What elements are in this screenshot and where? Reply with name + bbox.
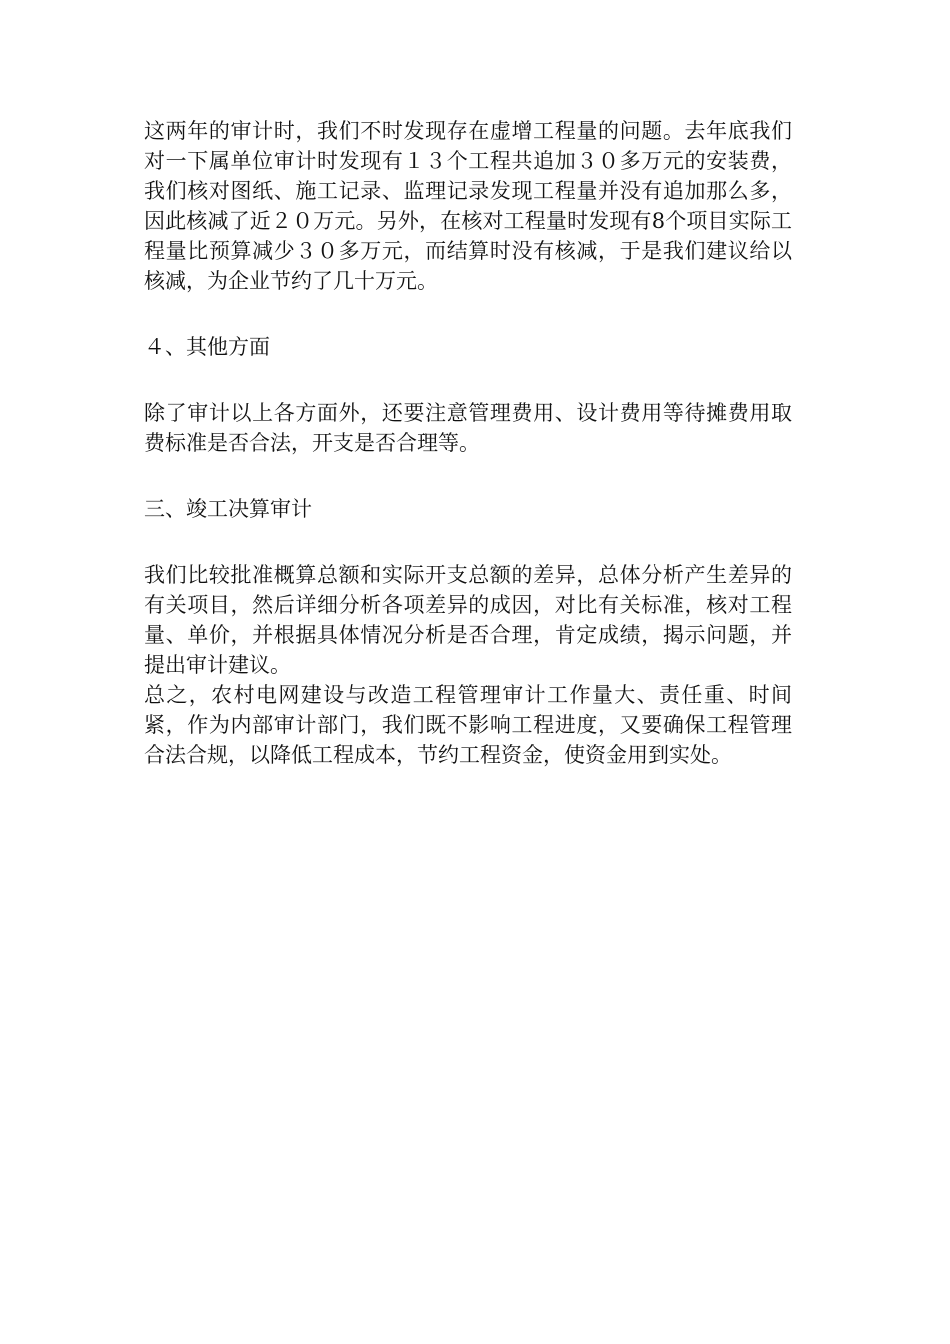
document-page	[144, 116, 792, 770]
paragraph-gap	[144, 458, 792, 494]
paragraph-gap	[144, 296, 792, 332]
paragraph-gap	[144, 524, 792, 560]
section-heading-final-accounts-audit: 三、竣工决算审计	[144, 497, 312, 521]
paragraph-conclusion: 总之，农村电网建设与改造工程管理审计工作量大、责任重、时间紧，作为内部审计部门，我们既不影响工程进度，又要确保工程管理合法合规，以降低工程成本，节约工程资金，使资金用到实处。	[144, 683, 792, 767]
paragraph-other-aspects: 除了审计以上各方面外，还要注意管理费用、设计费用等待摊费用取费标准是否合法，开支是否合理等。	[144, 401, 792, 455]
paragraph-gap	[144, 362, 792, 398]
section-heading-other-aspects: ４、其他方面	[144, 335, 270, 359]
paragraph-false-quantity-audit: 这两年的审计时，我们不时发现存在虚增工程量的问题。去年底我们对一下属单位审计时发现有１３个工程共追加３０多万元的安装费，我们核对图纸、施工记录、监理记录发现工程量并没有追加那么多，因此核减了近２０万元。另外，在核对工程量时发现有8个项目实际工程量比预算减少３０多万元，而结算时没有核减，于是我们建议给以核减，为企业节约了几十万元。	[144, 119, 792, 293]
paragraph-final-accounts-audit: 我们比较批准概算总额和实际开支总额的差异，总体分析产生差异的有关项目，然后详细分析各项差异的成因，对比有关标准，核对工程量、单价，并根据具体情况分析是否合理，肯定成绩，揭示问题，并提出审计建议。	[144, 563, 792, 677]
